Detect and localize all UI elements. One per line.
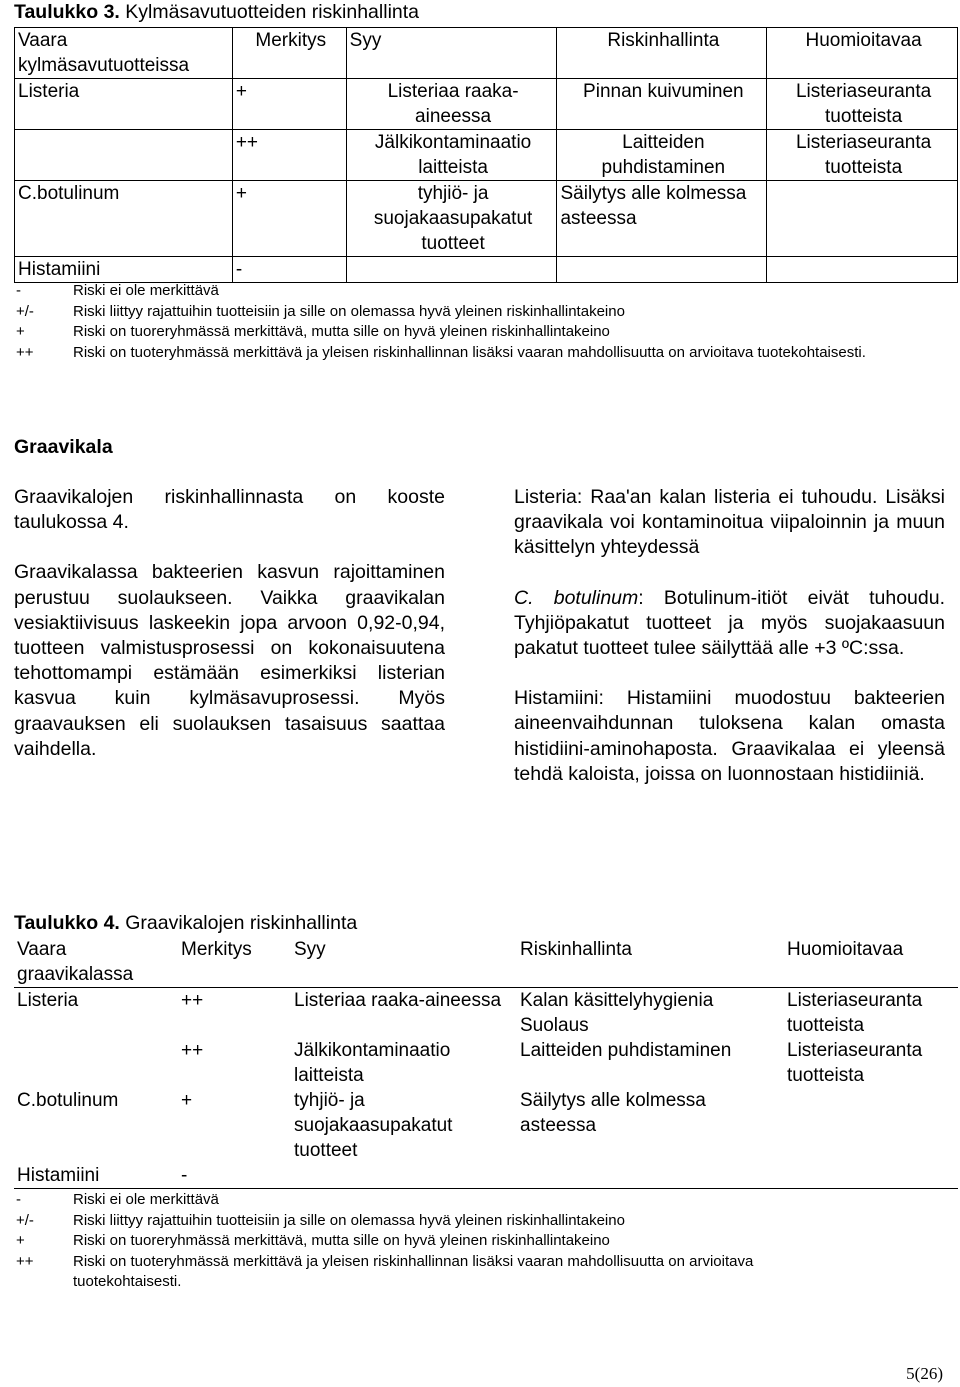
legend-text: Riski on tuoreryhmässä merkittävä, mutta sille on hyvä yleinen riskinhallintakeino <box>73 1232 610 1249</box>
paragraph-histamiini: Histamiini: Histamiini muodostuu bakteerien aineenvaihdunnan tuloksena kalan omasta histidiini-aminohaposta. Graavikalaa ei yleensä tehdä kaloista, joissa on luonnostaan histidiiniä. <box>514 687 945 785</box>
paragraph-botulinum <box>514 586 945 662</box>
table3-header-cell: Syy <box>346 28 557 79</box>
table3-header-cell: Vaara kylmäsavutuotteissa <box>15 28 233 79</box>
table-cell <box>14 1038 178 1088</box>
legend-text: Riski liittyy rajattuihin tuotteisiin ja sille on olemassa hyvä yleinen riskinhallintakeino <box>73 1211 625 1229</box>
table-cell <box>784 1163 958 1189</box>
legend-symbol: ++ <box>16 1252 34 1270</box>
legend-text: Riski liittyy rajattuihin tuotteisiin ja sille on olemassa hyvä yleinen riskinhallintakeino <box>73 302 625 320</box>
botulinum-italic: C. botulinum <box>514 586 639 609</box>
table3-header-cell: Riskinhallinta <box>557 28 767 79</box>
table-cell: - <box>178 1163 291 1189</box>
table3-caption <box>14 1 419 24</box>
legend-text: Riski ei ole merkittävä <box>73 1191 219 1208</box>
page-number: 5(26) <box>906 1364 943 1383</box>
table-cell: + <box>232 79 346 130</box>
table-cell: Histamiini <box>15 257 233 283</box>
legend-text: Riski on tuoteryhmässä merkittävä ja yleisen riskinhallinnan lisäksi vaaran mahdollisuutta on arvioitava tuotekohtaisesti. <box>73 1252 754 1290</box>
table-cell: ++ <box>232 130 346 181</box>
table-cell: ++ <box>181 990 204 1011</box>
table4-header-cell: Merkitys <box>178 937 291 988</box>
table-cell: tyhjiö- ja suojakaasupakatut tuotteet <box>346 181 557 257</box>
table-row <box>14 1163 958 1189</box>
legend-item <box>14 281 894 302</box>
table4-caption-label: Taulukko 4. <box>14 912 120 934</box>
table-cell: Histamiini <box>14 1163 178 1189</box>
left-column <box>14 485 445 787</box>
table-cell <box>346 257 557 283</box>
table3-legend <box>14 281 894 363</box>
table-cell: Listeriaseuranta tuotteista <box>787 1040 923 1086</box>
table-cell: Listeriaa raaka-aineessa <box>346 79 557 130</box>
table4-header-cell: Riskinhallinta <box>517 937 784 988</box>
table-cell: Jälkikontaminaatio laitteista <box>294 1040 451 1086</box>
table-row <box>15 181 958 257</box>
table-cell: Laitteiden puhdistaminen <box>557 130 767 181</box>
table3-caption-title: Kylmäsavutuotteiden riskinhallinta <box>125 1 420 23</box>
table-cell <box>291 1163 517 1189</box>
table-cell: Säilytys alle kolmessa asteessa <box>557 181 767 257</box>
table-cell: - <box>232 257 346 283</box>
table-cell <box>784 1088 958 1163</box>
table-cell: C.botulinum <box>15 181 233 257</box>
table3-header-row <box>15 28 958 79</box>
legend-text: Riski on tuoreryhmässä merkittävä, mutta sille on hyvä yleinen riskinhallintakeino <box>73 323 610 340</box>
table-cell <box>557 257 767 283</box>
table4-header-cell: Huomioitavaa <box>784 937 958 988</box>
legend-text: Riski on tuoteryhmässä merkittävä ja yleisen riskinhallinnan lisäksi vaaran mahdollisuutta on arvioitava tuotekohtaisesti. <box>73 343 866 361</box>
table-cell: Listeria <box>15 79 233 130</box>
table-cell: Pinnan kuivuminen <box>557 79 767 130</box>
table-cell <box>767 257 958 283</box>
table-cell: + <box>232 181 346 257</box>
table-cell: Listeriaseuranta tuotteista <box>767 130 958 181</box>
table-row <box>14 1088 958 1163</box>
table-cell: Kalan käsittelyhygienia Suolaus <box>520 990 714 1036</box>
legend-symbol: ++ <box>16 343 34 361</box>
table-cell <box>517 1163 784 1189</box>
table3-caption-label: Taulukko 3. <box>14 1 120 23</box>
table-cell: Laitteiden puhdistaminen <box>520 1040 732 1061</box>
table4-legend <box>14 1190 756 1293</box>
table-cell: C.botulinum <box>17 1090 119 1111</box>
table-row <box>15 79 958 130</box>
table-row <box>15 130 958 181</box>
legend-text: Riski ei ole merkittävä <box>73 282 219 299</box>
legend-item <box>14 1190 756 1211</box>
table-cell <box>15 130 233 181</box>
table4-caption <box>14 912 357 935</box>
paragraph-listeria: Listeria: Raa'an kalan listeria ei tuhoudu. Lisäksi graavikala voi kontaminoitua viipaloinnin ja muun käsittelyn yhteydessä <box>514 486 945 559</box>
botulinum-text: : Botulinum-itiöt eivät tuhoudu. Tyhjiöpakatut tuotteet ja myös suojakaasuun pakatut tuotteet tulee säilyttää alle +3 ºC:ssa. <box>514 586 946 660</box>
table4-header-cell: Syy <box>291 937 517 988</box>
paragraph: Graavikalojen riskinhallinnasta on kooste taulukossa 4. <box>14 486 445 534</box>
table3-header-cell: Huomioitavaa <box>767 28 958 79</box>
table-cell: Listeriaseuranta tuotteista <box>787 990 923 1036</box>
table-row <box>15 257 958 283</box>
legend-symbol: + <box>16 323 25 340</box>
table-row <box>14 1038 958 1088</box>
legend-item <box>14 322 894 343</box>
table3 <box>14 27 958 283</box>
table-cell: Listeriaseuranta tuotteista <box>767 79 958 130</box>
table-cell: Säilytys alle kolmessa asteessa <box>520 1090 706 1136</box>
legend-symbol: - <box>16 282 21 299</box>
table4 <box>14 937 958 1189</box>
legend-item <box>14 343 894 364</box>
legend-item <box>14 1252 756 1293</box>
legend-symbol: +/- <box>16 302 34 320</box>
table4-header-cell: Vaara graavikalassa <box>14 937 178 988</box>
legend-symbol: - <box>16 1191 21 1208</box>
table4-caption-title: Graavikalojen riskinhallinta <box>125 912 358 934</box>
table-cell: tyhjiö- ja suojakaasupakatut tuotteet <box>294 1090 453 1161</box>
table-cell: Jälkikontaminaatio laitteista <box>346 130 557 181</box>
legend-item <box>14 1211 756 1232</box>
table-cell <box>767 181 958 257</box>
table-cell: ++ <box>181 1040 204 1061</box>
table-row <box>14 988 958 1039</box>
paragraph: Graavikalassa bakteerien kasvun rajoittaminen perustuu suolaukseen. Vaikka graavikalan vesiaktiivisuus laskeekin jopa arvoon 0,92-0,94, tuotteen valmistusprosessi on kokonaisuutena tehottomampi estämään esimerkiksi listerian kasvua kuin kylmäsavuprosessi. Myös graavauksen eli suolauksen tasaisuus saattaa vaihdella. <box>14 561 445 760</box>
table-cell: Listeria <box>17 990 79 1011</box>
legend-item <box>14 302 894 323</box>
right-column <box>514 485 945 812</box>
legend-item <box>14 1231 756 1252</box>
table3-header-cell: Merkitys <box>232 28 346 79</box>
legend-symbol: + <box>16 1232 25 1249</box>
section-heading: Graavikala <box>14 436 113 458</box>
table-cell: + <box>181 1090 193 1111</box>
table-cell: Listeriaa raaka-aineessa <box>294 990 502 1011</box>
legend-symbol: +/- <box>16 1211 34 1229</box>
table4-header-row <box>14 937 958 988</box>
